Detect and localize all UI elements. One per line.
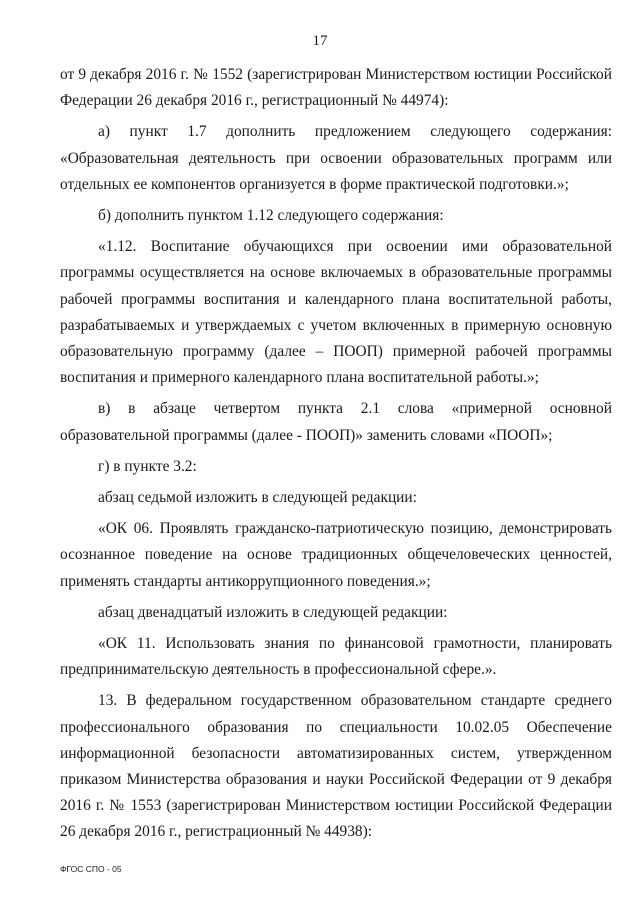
paragraph-abzac-7: абзац седьмой изложить в следующей редакции:: [98, 489, 417, 507]
paragraph-item-13: 13. В федеральном государственном образовательном стандарте среднего профессионального образования по специальности 10.02.05 Обеспечение информационной безопасности автоматизированных систем, утвержденном приказом Министерства образования и науки Российской Федерации от 9 декабря 2016 г. № 1553 (зарегистрирован Министерством юстиции Российской Федерации 26 декабря 2016 г., регистрационный № 44938):: [60, 692, 612, 841]
paragraph-item-v: в) в абзаце четвертом пункта 2.1 слова «примерной основной образовательной программы (далее - ПООП)» заменить словами «ПООП»;: [60, 400, 612, 444]
page-number: 17: [312, 33, 328, 49]
paragraph-order-ref: от 9 декабря 2016 г. № 1552 (зарегистрирован Министерством юстиции Российской Федерации 26 декабря 2016 г., регистрационный № 44974):: [60, 66, 612, 110]
paragraph-item-g: г) в пункте 3.2:: [98, 457, 197, 475]
paragraph-abzac-12: абзац двенадцатый изложить в следующей редакции:: [98, 603, 448, 621]
paragraph-ok-11: «ОК 11. Использовать знания по финансовой грамотности, планировать предпринимательскую деятельность в профессиональной сфере.».: [60, 635, 612, 679]
document-body: [60, 62, 612, 846]
paragraph-item-1-12: «1.12. Воспитание обучающихся при освоении ими образовательной программы осуществляется на основе включаемых в образовательные программы рабочей программы воспитания и календарного плана воспитательной работы, разрабатываемых и утверждаемых с учетом включенных в примерную основную образовательную программу (далее – ПООП) примерной рабочей программы воспитания и примерного календарного плана воспитательной работы.»;: [60, 238, 612, 387]
paragraph-ok-06: «ОК 06. Проявлять гражданско-патриотическую позицию, демонстрировать осознанное поведение на основе традиционных общечеловеческих ценностей, применять стандарты антикоррупционного поведения.»;: [60, 520, 612, 590]
paragraph-item-a: а) пункт 1.7 дополнить предложением следующего содержания: «Образовательная деятельность при освоении образовательных программ или отдельных ее компонентов организуется в форме практической подготовки.»;: [60, 123, 612, 193]
footer-label: ФГОС СПО - 05: [60, 864, 122, 874]
paragraph-item-b: б) дополнить пунктом 1.12 следующего содержания:: [98, 207, 444, 225]
